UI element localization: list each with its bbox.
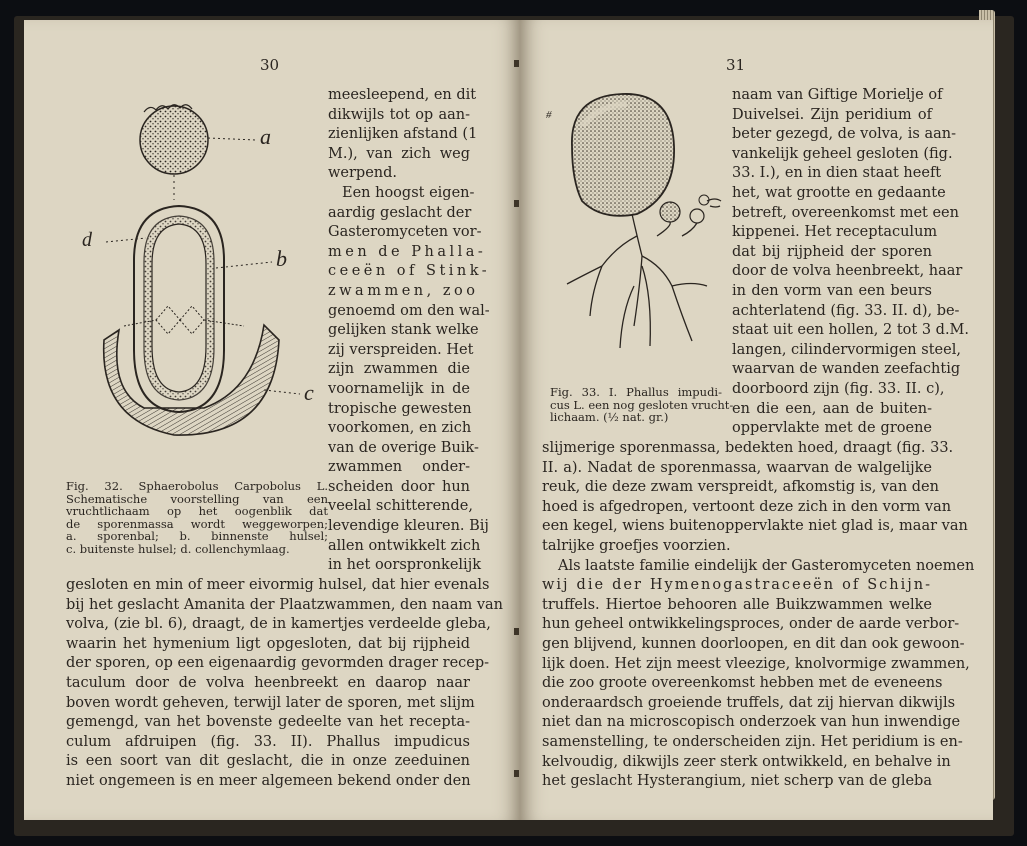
text-line: Gasteromyceten vor-: [328, 224, 482, 241]
caption-line: a. sporenbal; b. binnenste hulsel;: [66, 529, 328, 543]
caption-line: cus L. een nog gesloten vrucht-: [550, 397, 734, 412]
caption-line: vruchtlichaam op het oogenblik dat: [66, 504, 328, 518]
text-line: niet dan na microscopisch onderzoek van hun inwendige: [542, 714, 961, 731]
text-line: achterlatend (fig. 33. II. d), be-: [732, 302, 960, 319]
page-number-right: 31: [726, 56, 746, 74]
text-line: waarin het hymenium ligt opgesloten, dat bij rijpheid: [66, 635, 470, 652]
text-line: scheiden door hun: [328, 478, 470, 495]
text-line: taculum door de volva heenbreekt en daarop naar: [66, 674, 470, 691]
text-line: die zoo groote overeenkomst hebben met de eveneens: [542, 675, 943, 692]
text-line: is een soort van dit geslacht, die in onze zeeduinen: [66, 753, 470, 770]
binding-thread-mark: [514, 628, 519, 635]
figure-label-d: d: [82, 229, 92, 251]
figure-33-caption: [550, 385, 734, 424]
text-line: gelijken stank welke: [328, 322, 479, 339]
caption-line: Schematische voorstelling van een: [66, 491, 328, 506]
binding-thread-mark: [514, 770, 519, 777]
text-line: dat bij rijpheid der sporen: [732, 243, 932, 260]
text-line: zij verspreiden. Het: [328, 341, 474, 358]
figure-33-phallus-impudicus: [542, 86, 732, 366]
text-line: kelvoudig, dikwijls zeer sterk ontwikkeld, en behalve in: [542, 753, 951, 770]
text-line: van de overige Buik-: [328, 439, 479, 456]
text-line: lijk doen. Het zijn meest vleezige, knolvormige zwammen,: [542, 655, 970, 672]
text-line: doorboord zijn (fig. 33. II. c),: [732, 380, 945, 397]
text-line: het, wat grootte en gedaante: [732, 184, 946, 201]
text-line: Als laatste familie eindelijk der Gasteromyceten noemen: [558, 557, 975, 574]
figure-32-sphaerobolus: [64, 90, 354, 450]
text-line: gen blijvend, kunnen doorloopen, en dit dan ook gewoon-: [542, 635, 965, 652]
figure-mark: #: [546, 109, 552, 121]
text-line: allen ontwikkelt zich: [328, 537, 481, 554]
text-line: gemengd, van het bovenste gedeelte van het recepta-: [66, 714, 470, 731]
text-line: M.), van zich weg: [328, 145, 470, 162]
text-line: II. a). Nadat de sporenmassa, waarvan de walgelijke: [542, 459, 932, 476]
left-full-width-text: [66, 576, 504, 792]
text-line: samenstelling, te onderscheiden zijn. Het peridium is en-: [542, 733, 963, 750]
figure-label-a: a: [260, 124, 271, 149]
text-line: volva, (zie bl. 6), draagt, de in kamertjes verdeelde gleba,: [66, 616, 491, 633]
text-line: culum afdruipen (fig. 33. II). Phallus impudicus: [66, 733, 470, 750]
right-full-width-text: [542, 439, 975, 792]
text-line: truffels. Hiertoe behooren alle Buikzwammen welke: [542, 596, 932, 613]
text-line: oppervlakte met de groene: [732, 420, 932, 437]
text-line: niet ongemeen is en meer algemeen bekend onder den: [66, 772, 471, 789]
text-line: boven wordt geheven, terwijl later de sporen, met slijm: [66, 694, 475, 711]
text-line: hun geheel ontwikkelingsproces, onder de aarde verbor-: [542, 616, 960, 633]
text-line: genoemd om den wal-: [328, 302, 490, 319]
text-line: der sporen, op een eigenaardig gevormden drager recep-: [66, 655, 490, 672]
binding-thread-mark: [514, 200, 519, 207]
text-line: werpend.: [328, 165, 398, 182]
text-line: beter gezegd, de volva, is aan-: [732, 126, 956, 143]
text-line: in den vorm van een beurs: [732, 282, 932, 299]
text-line: bij het geslacht Amanita der Plaatzwammen, den naam van: [66, 596, 504, 613]
right-side-column: [732, 86, 970, 439]
text-line: waarvan de wanden zeefachtig: [732, 361, 961, 378]
text-line: Duivelsei. Zijn peridium of: [732, 106, 932, 123]
caption-line: de sporenmassa wordt weggeworpen;: [66, 516, 328, 531]
text-line: slijmerige sporenmassa, bedekten hoed, draagt (fig. 33.: [542, 440, 954, 456]
text-line: hoed is afgedropen, vertoont deze zich in den vorm van: [542, 498, 952, 515]
text-line: zienlijken afstand (1: [328, 126, 478, 143]
text-line: voornamelijk in de: [328, 380, 470, 397]
text-line: het geslacht Hysterangium, niet scherp van de gleba: [542, 773, 932, 790]
text-line: zwammen, zoo: [328, 282, 479, 299]
text-line: door de volva heenbreekt, haar: [732, 263, 963, 280]
left-side-column: [328, 86, 491, 576]
text-line: naam van Giftige Morielje of: [732, 87, 943, 103]
text-line: in het oorspronkelijk: [328, 557, 481, 574]
text-line: betreft, overeenkomst met een: [732, 204, 959, 221]
text-line: ceeën of Stink-: [328, 263, 491, 280]
text-line: men de Phalla-: [328, 243, 487, 260]
text-line: reuk, die deze zwam verspreidt, afkomstig is, van den: [542, 479, 939, 496]
caption-line: lichaam. (½ nat. gr.): [550, 410, 669, 424]
text-line: veelal schitterende,: [328, 498, 473, 515]
text-line: en die een, aan de buiten-: [732, 400, 932, 417]
caption-line: Fig. 32. Sphaerobolus Carpobolus L.: [66, 479, 328, 493]
text-line: meesleepend, en dit: [328, 87, 477, 103]
text-line: gesloten en min of meer eivormig hulsel, dat hier evenals: [66, 577, 490, 593]
figure-label-c: c: [304, 380, 314, 405]
caption-line: Fig. 33. I. Phallus impudi-: [550, 385, 722, 399]
text-line: dikwijls tot op aan-: [328, 106, 470, 123]
text-line: vankelijk geheel gesloten (fig.: [732, 145, 953, 162]
figure-32-caption: [66, 480, 328, 555]
text-line: aardig geslacht der: [328, 204, 472, 221]
text-line: tropische gewesten: [328, 400, 472, 417]
text-line: langen, cilindervormigen steel,: [732, 341, 961, 358]
binding-thread-mark: [514, 60, 519, 67]
text-line: onderaardsch groeiende truffels, dat zij hiervan dikwijls: [542, 694, 956, 711]
figure-label-b: b: [276, 246, 287, 271]
right-page: [520, 20, 993, 820]
text-line: wij die der Hymenogastraceeën of Schijn-: [542, 577, 932, 594]
page-number-left: 30: [260, 56, 280, 74]
text-line: een kegel, wiens buitenoppervlakte niet glad is, maar van: [542, 518, 968, 535]
text-line: voorkomen, en zich: [328, 420, 472, 437]
caption-line: c. buitenste hulsel; d. collenchymlaag.: [66, 541, 290, 556]
text-line: levendige kleuren. Bij: [328, 518, 489, 535]
text-line: talrijke groefjes voorzien.: [542, 537, 731, 554]
left-page: [24, 20, 520, 820]
text-line: Een hoogst eigen-: [342, 184, 475, 201]
text-line: 33. I.), en in dien staat heeft: [732, 165, 942, 182]
text-line: zijn zwammen die: [328, 361, 470, 378]
text-line: zwammen onder-: [328, 459, 470, 476]
text-line: kippenei. Het receptaculum: [732, 224, 938, 241]
text-line: staat uit een hollen, 2 tot 3 d.M.: [732, 322, 970, 339]
